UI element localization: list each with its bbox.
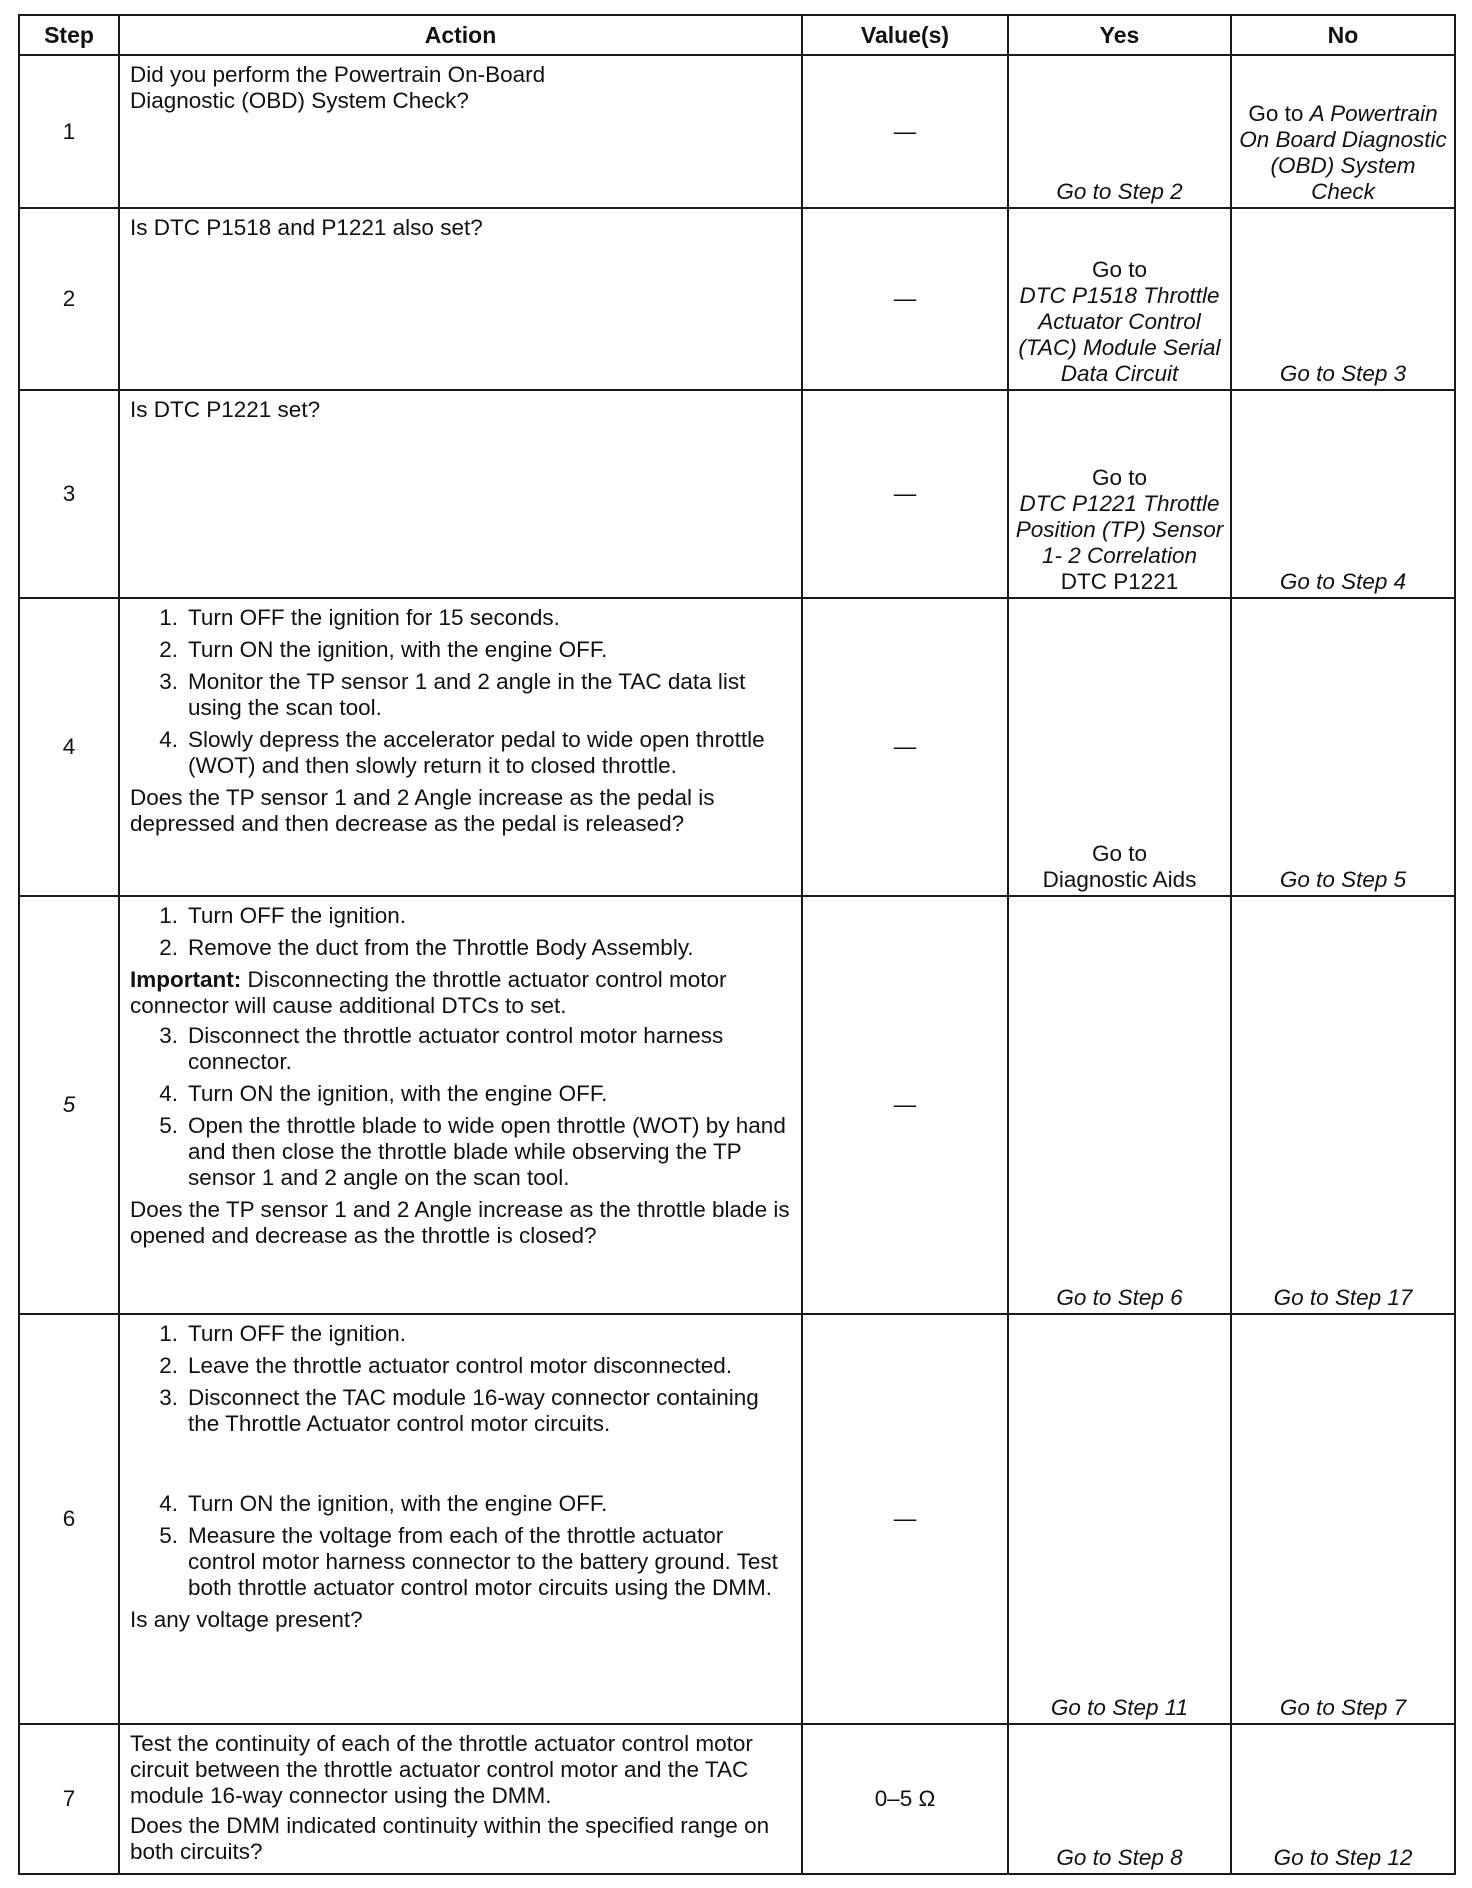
action-cell (119, 208, 802, 390)
yes-cell[interactable]: Go to Step 11 (1008, 1314, 1231, 1724)
action-step: 3. Disconnect the TAC module 16-way connector containing the Throttle Actuator control motor circuits. (159, 1385, 759, 1436)
action-step: 4. Turn ON the ignition, with the engine OFF. (159, 1491, 608, 1516)
value-cell: — (802, 896, 1008, 1314)
no-cell[interactable]: Go to Step 5 (1231, 598, 1455, 896)
action-question: Does the DMM indicated continuity within the specified range on both circuits? (130, 1813, 770, 1864)
yes-cell[interactable] (1008, 598, 1231, 896)
action-steps (130, 1321, 791, 1437)
table-row (19, 55, 1455, 208)
value-cell: — (802, 1314, 1008, 1724)
action-step: 1. Turn OFF the ignition for 15 seconds. (159, 605, 560, 630)
action-step: 3. Disconnect the throttle actuator control motor harness connector. (159, 1023, 724, 1074)
blank-gap (130, 1443, 791, 1491)
value-cell: — (802, 208, 1008, 390)
action-question: Is any voltage present? (130, 1607, 363, 1632)
action-steps (130, 605, 791, 779)
value-cell: 0–5 Ω (802, 1724, 1008, 1874)
action-cell (119, 390, 802, 598)
no-cell[interactable]: Go to Step 12 (1231, 1724, 1455, 1874)
action-steps (130, 1491, 791, 1601)
action-question: Is DTC P1518 and P1221 also set? (130, 215, 483, 240)
value-cell: — (802, 390, 1008, 598)
action-steps (130, 1023, 791, 1191)
no-cell[interactable] (1231, 55, 1455, 208)
action-question: Does the TP sensor 1 and 2 Angle increase as the throttle blade is opened and decrease as the throttle is closed? (130, 1197, 790, 1248)
action-cell (119, 1314, 802, 1724)
action-step: 1. Turn OFF the ignition. (159, 1321, 407, 1346)
yes-link[interactable]: DTC P1221 Throttle Position (TP) Sensor 1- 2 Correlation (1015, 491, 1224, 568)
no-cell[interactable]: Go to Step 4 (1231, 390, 1455, 598)
yes-cell[interactable]: Go to Step 6 (1008, 896, 1231, 1314)
no-cell[interactable]: Go to Step 3 (1231, 208, 1455, 390)
header-row (19, 15, 1455, 55)
table-row (19, 598, 1455, 896)
value-cell: — (802, 598, 1008, 896)
step-number: 2 (19, 208, 119, 390)
table-row (19, 208, 1455, 390)
step-number: 4 (19, 598, 119, 896)
action-cell (119, 896, 802, 1314)
yes-cell[interactable]: Go to Step 8 (1008, 1724, 1231, 1874)
value-cell: — (802, 55, 1008, 208)
important-note: Important: Disconnecting the throttle actuator control motor connector will cause additional DTCs to set. (130, 967, 727, 1018)
header-yes: Yes (1008, 15, 1231, 55)
action-steps (130, 903, 791, 961)
no-prefix: Go to (1248, 101, 1310, 126)
yes-link[interactable]: Diagnostic Aids (1042, 867, 1197, 892)
action-cell (119, 55, 802, 208)
table-row (19, 390, 1455, 598)
yes-cell[interactable] (1008, 390, 1231, 598)
yes-link[interactable]: DTC P1518 Throttle Actuator Control (TAC) Module Serial Data Circuit (1018, 283, 1221, 386)
header-step: Step (19, 15, 119, 55)
action-cell (119, 598, 802, 896)
no-cell[interactable]: Go to Step 17 (1231, 896, 1455, 1314)
header-no: No (1231, 15, 1455, 55)
action-step: 4. Turn ON the ignition, with the engine OFF. (159, 1081, 608, 1106)
diagnostic-table (18, 14, 1456, 1875)
action-step: 2. Leave the throttle actuator control motor disconnected. (159, 1353, 733, 1378)
no-link[interactable]: A Powertrain On Board Diagnostic (OBD) System Check (1239, 101, 1447, 204)
no-cell[interactable]: Go to Step 7 (1231, 1314, 1455, 1724)
yes-prefix: Go to (1091, 257, 1148, 282)
yes-cell[interactable]: Go to Step 2 (1008, 55, 1231, 208)
action-step: 5. Open the throttle blade to wide open throttle (WOT) by hand and then close the throttle blade while observing the TP sensor 1 and 2 angle on the scan tool. (159, 1113, 786, 1190)
step-number: 7 (19, 1724, 119, 1874)
action-step: 3. Monitor the TP sensor 1 and 2 angle in the TAC data list using the scan tool. (159, 669, 746, 720)
yes-suffix: DTC P1221 (1060, 569, 1179, 594)
step-number: 1 (19, 55, 119, 208)
yes-prefix: Go to (1091, 465, 1148, 490)
table-row (19, 1314, 1455, 1724)
action-step: 2. Turn ON the ignition, with the engine OFF. (159, 637, 608, 662)
step-number: 5 (19, 896, 119, 1314)
action-question: Does the TP sensor 1 and 2 Angle increase as the pedal is depressed and then decrease as the pedal is released? (130, 785, 715, 836)
action-step: 1. Turn OFF the ignition. (159, 903, 407, 928)
action-step: 4. Slowly depress the accelerator pedal to wide open throttle (WOT) and then slowly return it to closed throttle. (159, 727, 765, 778)
action-instruction: Test the continuity of each of the throttle actuator control motor circuit between the throttle actuator control motor and the TAC module 16-way connector using the DMM. (130, 1731, 753, 1808)
step-number: 6 (19, 1314, 119, 1724)
action-step: 2. Remove the duct from the Throttle Body Assembly. (159, 935, 694, 960)
header-action: Action (119, 15, 802, 55)
action-step: 5. Measure the voltage from each of the throttle actuator control motor harness connector to the battery ground. Test both throttle actuator control motor circuits using the DMM. (159, 1523, 778, 1600)
action-question: Is DTC P1221 set? (130, 397, 321, 422)
table-row (19, 896, 1455, 1314)
yes-cell[interactable] (1008, 208, 1231, 390)
yes-prefix: Go to (1091, 841, 1148, 866)
action-cell (119, 1724, 802, 1874)
header-values: Value(s) (802, 15, 1008, 55)
step-number: 3 (19, 390, 119, 598)
action-question: Did you perform the Powertrain On-Board Diagnostic (OBD) System Check? (130, 62, 546, 113)
table-row (19, 1724, 1455, 1874)
